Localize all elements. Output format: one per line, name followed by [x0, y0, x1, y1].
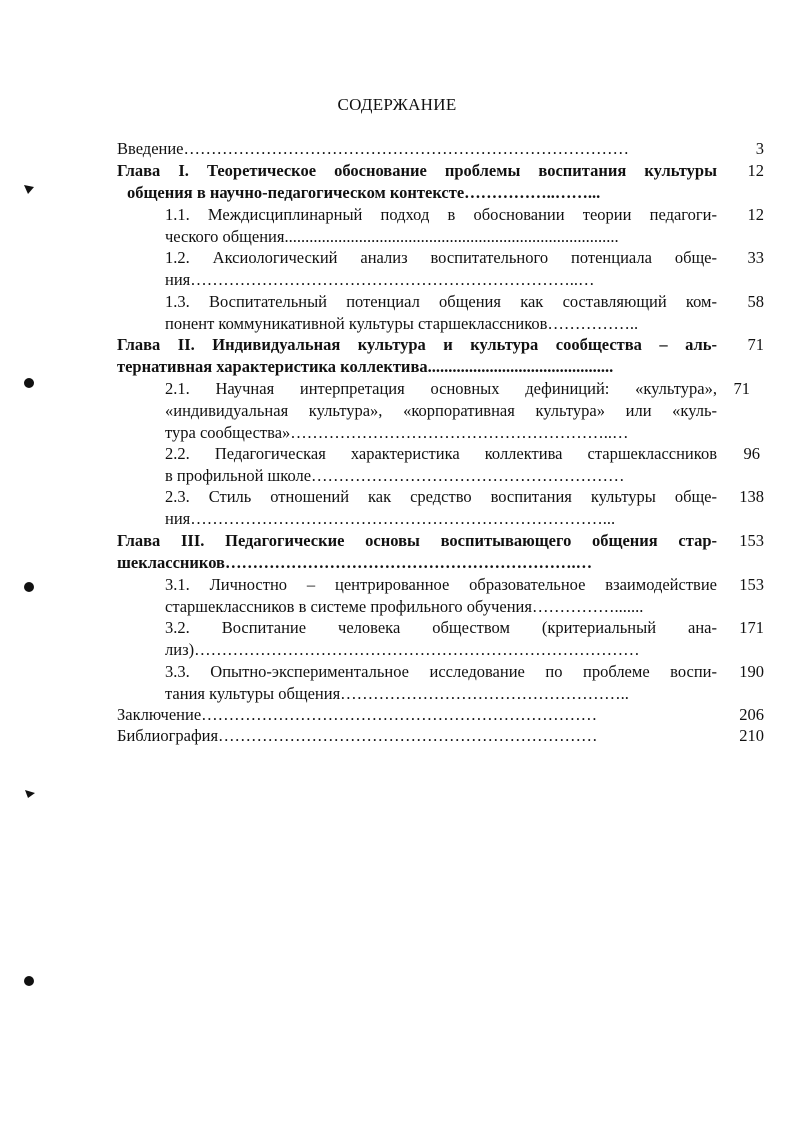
toc-entry-conclusion	[117, 704, 707, 726]
toc-entry-section-2-1	[165, 378, 717, 444]
toc-entry-line: 3.1. Личностно – центрированное образовательное взаимодействие	[165, 575, 717, 594]
toc-page-number: 3	[755, 139, 764, 158]
toc-entry-text: Заключение………………………………………………………………	[117, 705, 598, 724]
toc-entry-line: 1.1. Междисциплинарный подход в обосновании теории педагоги-	[165, 205, 717, 224]
toc-page-number: 71	[747, 335, 764, 354]
toc-entry-line: старшеклассников в системе профильного обучения…………….......	[165, 597, 644, 616]
toc-entry-line: ния……………………………………………………………..…	[165, 270, 595, 289]
toc-entry-line: 3.3. Опытно-экспериментальное исследование по проблеме воспи-	[165, 662, 717, 681]
toc-entry-line: «индивидуальная культура», «корпоративная культура» или «куль-	[165, 401, 717, 420]
toc-page-number: 210	[739, 726, 764, 745]
toc-page-number: 33	[747, 248, 764, 267]
toc-entry-chapter-2	[117, 334, 717, 378]
toc-page-number: 58	[747, 292, 764, 311]
toc-page-number: 12	[747, 161, 764, 180]
toc-entry-section-1-3	[165, 291, 717, 335]
toc-page-number: 96	[743, 444, 760, 463]
toc-entry-line: лиз)………………………………………………………………………	[165, 640, 640, 659]
toc-entry-line: шеклассников……………………………………………………….…	[117, 553, 593, 572]
toc-entry-chapter-1	[117, 160, 717, 204]
toc-entry-line: тернативная характеристика коллектива.............................................	[117, 357, 614, 376]
toc-entry-line: 1.3. Воспитательный потенциал общения как составляющий ком-	[165, 292, 717, 311]
toc-entry-section-3-1	[165, 574, 717, 618]
toc-entry-line: 2.2. Педагогическая характеристика коллектива старшеклассников	[165, 444, 717, 463]
toc-entry-section-3-2	[165, 617, 717, 661]
toc-entry-line: Глава III. Педагогические основы воспитывающего общения стар-	[117, 531, 717, 550]
scan-hole-mark	[22, 580, 36, 594]
toc-entry-line: 1.2. Аксиологический анализ воспитательного потенциала обще-	[165, 248, 717, 267]
toc-entry-line: 2.3. Стиль отношений как средство воспитания культуры обще-	[165, 487, 717, 506]
toc-entry-line: тура сообщества»…………………………………………………..…	[165, 423, 629, 442]
toc-entry-introduction	[117, 138, 707, 160]
toc-entry-section-3-3	[165, 661, 717, 705]
toc-entry-bibliography	[117, 725, 707, 747]
toc-entry-line: 2.1. Научная интерпретация основных дефиниций: «культура»,	[165, 379, 717, 398]
toc-entry-text: Введение………………………………………………………………………	[117, 139, 630, 158]
toc-entry-line: ческого общения.................................................................................	[165, 227, 619, 246]
toc-page-number: 153	[739, 531, 764, 550]
scan-hole-mark	[22, 182, 36, 196]
toc-entry-line: ния…………………………………………………………………...	[165, 509, 616, 528]
toc-entry-text: Библиография……………………………………………………………	[117, 726, 598, 745]
toc-page-number: 171	[739, 618, 764, 637]
toc-entry-section-2-3	[165, 486, 717, 530]
toc-entry-line: Глава I. Теоретическое обоснование проблемы воспитания культуры	[117, 161, 717, 180]
toc-page-number: 138	[739, 487, 764, 506]
toc-page-number: 71	[733, 379, 750, 398]
toc-entry-line: тания культуры общения……………………………………………..	[165, 684, 629, 703]
toc-entry-line: Глава II. Индивидуальная культура и культура сообщества – аль-	[117, 335, 717, 354]
toc-page-number: 206	[739, 705, 764, 724]
toc-entry-chapter-3	[117, 530, 717, 574]
toc-page-number: 153	[739, 575, 764, 594]
scan-hole-mark	[22, 974, 36, 988]
scan-hole-mark	[24, 788, 36, 800]
toc-entry-section-1-2	[165, 247, 717, 291]
page-title: СОДЕРЖАНИЕ	[337, 95, 457, 114]
toc-entry-section-1-1	[165, 204, 717, 248]
toc-entry-line: в профильной школе…………………………………………………	[165, 466, 625, 485]
toc-entry-line: общения в научно-педагогическом контексте……………..……...	[127, 183, 601, 202]
toc-entry-line: понент коммуникативной культуры старшеклассников……………..	[165, 314, 639, 333]
toc-page-number: 190	[739, 662, 764, 681]
toc-page-number: 12	[747, 205, 764, 224]
toc-entry-line: 3.2. Воспитание человека обществом (критериальный ана-	[165, 618, 717, 637]
toc-entry-section-2-2	[165, 443, 717, 487]
scan-hole-mark	[22, 376, 36, 390]
